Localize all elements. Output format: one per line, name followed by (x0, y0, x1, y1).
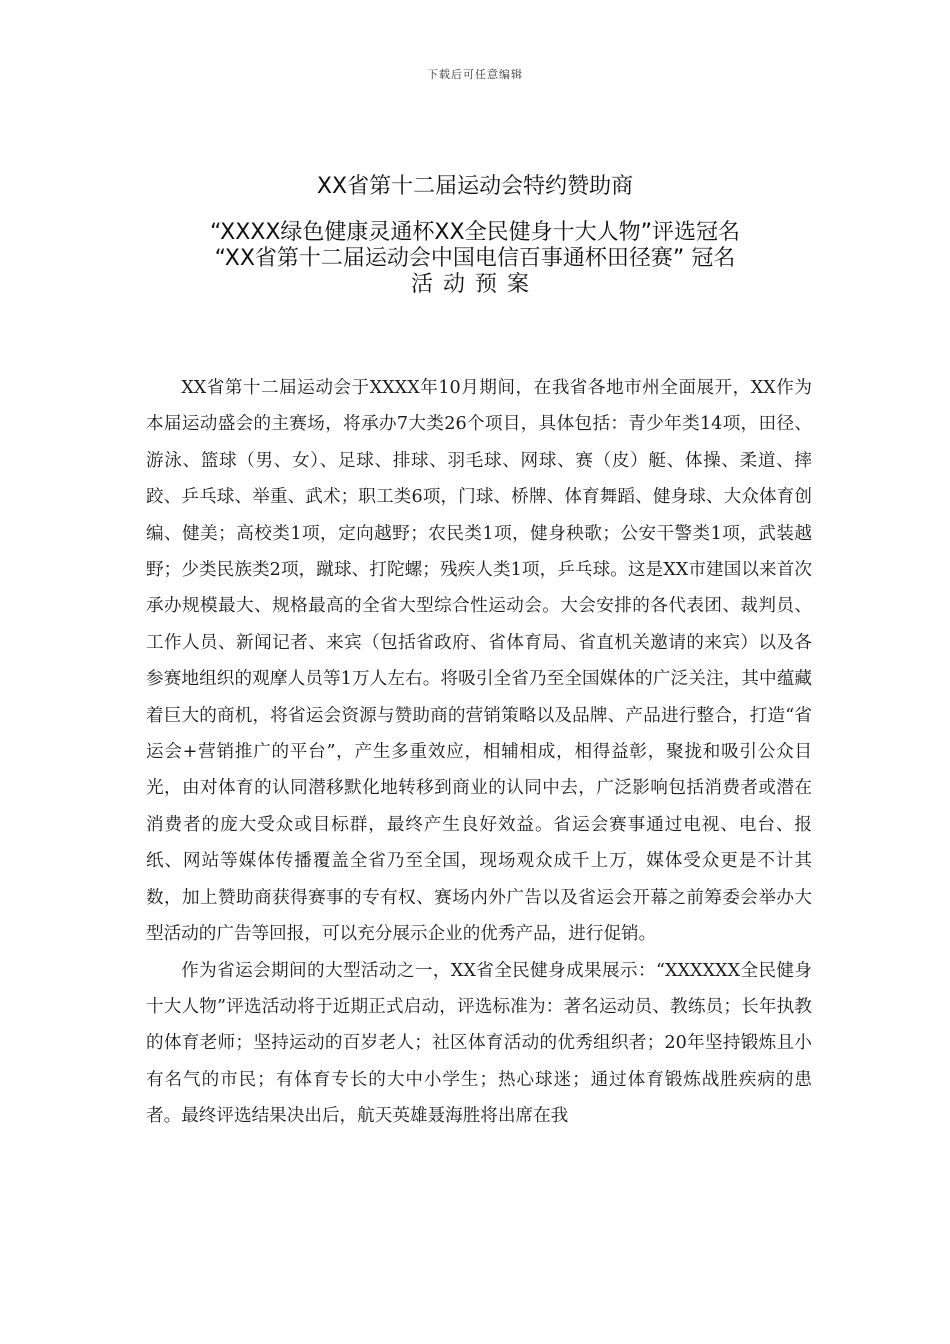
paragraph-2: 作为省运会期间的大型活动之一，XX省全民健身成果展示：“XXXXXX全民健身十大人物”评选活动将于近期正式启动，评选标准为：著名运动员、教练员；长年执教的体育老师；坚持运动的百岁老人；社区体育活动的优秀组织者；20年坚持锻炼且小有名气的市民；有体育专长的大中小学生；热心球迷；通过体育锻炼战胜疾病的患者。最终评选结果决出后，航天英雄聂海胜将出席在我 (146, 960, 812, 1127)
title-line-3: “XX省第十二届运动会中国电信百事通杯田径赛” 冠名 (214, 246, 736, 271)
title-line-4: 活动预案 (410, 272, 539, 297)
paragraph-1: XX省第十二届运动会于XXXX年10月期间，在我省各地市州全面展开，XX作为本届运动盛会的主赛场，将承办7大类26个项目，具体包括：青少年类14项，田径、游泳、篮球（男、女）、足球、排球、羽毛球、网球、赛（皮）艇、体操、柔道、摔跤、乒乓球、举重、武术；职工类6项，门球、桥牌、体育舞蹈、健身球、大众体育创编、健美；高校类1项，定向越野；农民类1项，健身秧歌；公安干警类1项，武装越野；少类民族类2项，蹴球、打陀螺；残疾人类1项，乒乓球。这是XX市建国以来首次承办规模最大、规格最高的全省大型综合性运动会。大会安排的各代表团、裁判员、工作人员、新闻记者、来宾（包括省政府、省体育局、省直机关邀请的来宾）以及各参赛地组织的观摩人员等1万人左右。将吸引全省乃至全国媒体的广泛关注，其中蕴藏着巨大的商机，将省运会资源与赞助商的营销策略以及品牌、产品进行整合，打造“省运会+营销推广的平台”，产生多重效应，相辅相成，相得益彰，聚拢和吸引公众目光，由对体育的认同潜移默化地转移到商业的认同中去，广泛影响包括消费者或潜在消费者的庞大受众或目标群，最终产生良好效益。省运会赛事通过电视、电台、报纸、网站等媒体传播覆盖全省乃至全国，现场观众成千上万，媒体受众更是不计其数，加上赞助商获得赛事的专有权、赛场内外广告以及省运会开幕之前筹委会举办大型活动的广告等回报，可以充分展示企业的优秀产品，进行促销。 (146, 378, 812, 945)
title-line-2: “XXXX绿色健康灵通杯XX全民健身十大人物”评选冠名 (210, 220, 740, 245)
body-text (146, 370, 812, 1135)
title-block (0, 172, 950, 298)
title-line-1: XX省第十二届运动会特约赞助商 (316, 174, 634, 199)
header-note: 下载后可任意编辑 (427, 68, 523, 81)
